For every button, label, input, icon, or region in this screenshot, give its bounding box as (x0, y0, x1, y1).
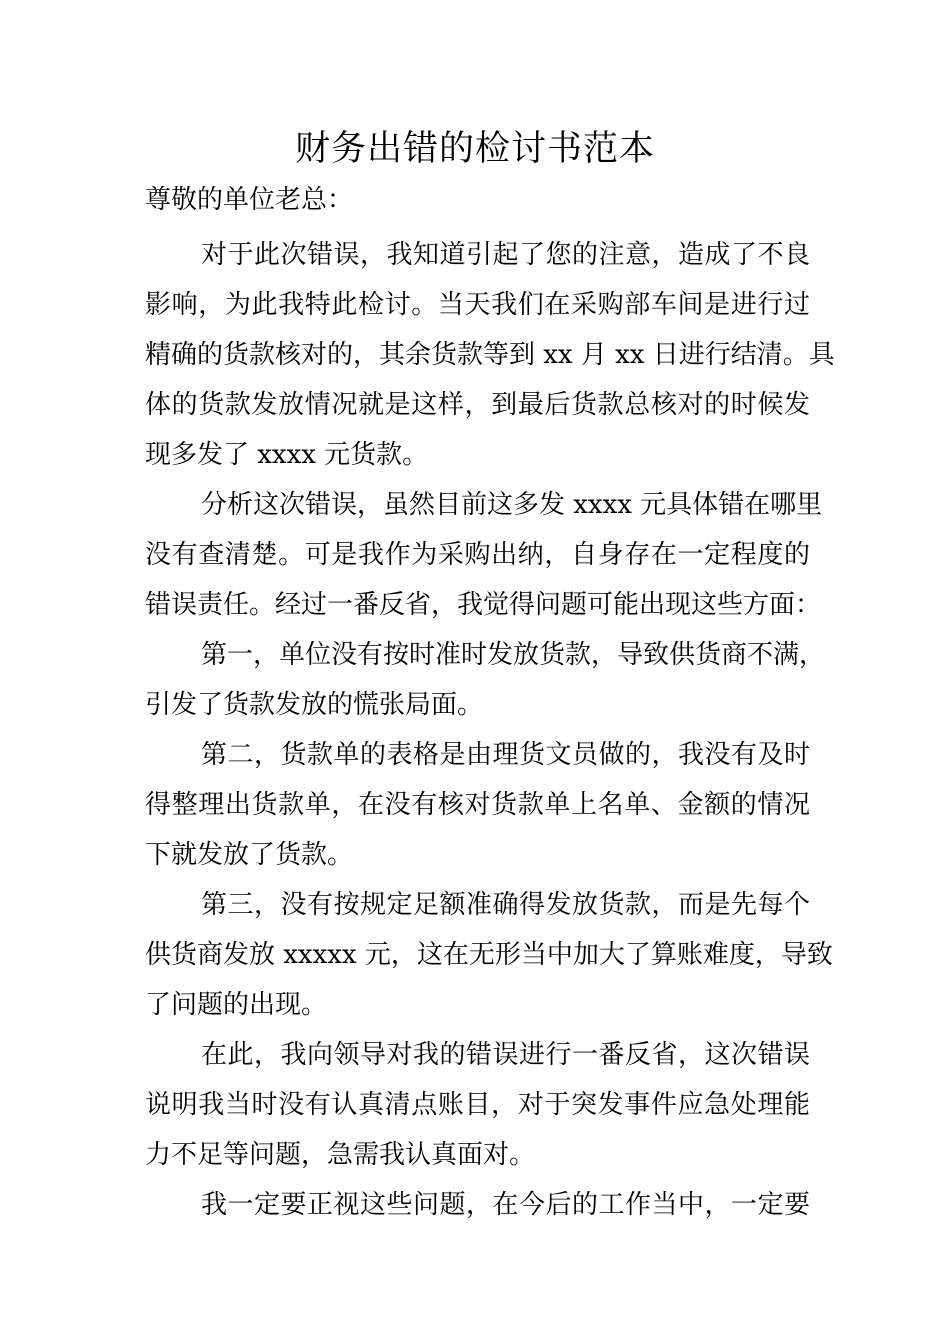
paragraph-1 (145, 230, 835, 480)
document-title: 财务出错的检讨书范本 (294, 129, 655, 169)
paragraph-line: 影响，为此我特此检讨。当天我们在采购部车间是进行过 (145, 290, 810, 320)
paragraph-line: 力不足等问题，急需我认真面对。 (145, 1140, 536, 1170)
paragraph-line: 精确的货款核对的，其余货款等到 xx 月 xx 日进行结清。具 (145, 340, 835, 370)
paragraph-line: 第三，没有按规定足额准确得发放货款，而是先每个 (201, 890, 810, 920)
paragraph-line: 对于此次错误，我知道引起了您的注意，造成了不良 (201, 240, 810, 270)
paragraph-line: 下就发放了货款。 (145, 840, 354, 870)
paragraph-line: 错误责任。经过一番反省，我觉得问题可能出现这些方面： (145, 590, 822, 620)
paragraph-5 (145, 880, 833, 1030)
paragraph-4 (145, 730, 810, 880)
paragraph-line: 得整理出货款单，在没有核对货款单上名单、金额的情况 (145, 790, 810, 820)
paragraph-6 (145, 1030, 810, 1180)
paragraph-line: 现多发了 xxxx 元货款。 (145, 440, 429, 470)
paragraph-line: 供货商发放 xxxxx 元，这在无形当中加大了算账难度，导致 (145, 940, 833, 970)
paragraph-3 (145, 630, 826, 730)
paragraph-2 (145, 480, 823, 630)
paragraph-line: 了问题的出现。 (145, 990, 328, 1020)
paragraph-line: 引发了货款发放的慌张局面。 (145, 690, 484, 720)
paragraph-line: 体的货款发放情况就是这样，到最后货款总核对的时候发 (145, 390, 810, 420)
paragraph-line: 第二，货款单的表格是由理货文员做的，我没有及时 (201, 740, 810, 770)
document-body (145, 180, 835, 1230)
paragraph-line: 分析这次错误，虽然目前这多发 xxxx 元具体错在哪里 (201, 490, 823, 520)
paragraph-line: 第一，单位没有按时准时发放货款，导致供货商不满， (201, 640, 826, 670)
paragraph-line: 说明我当时没有认真清点账目，对于突发事件应急处理能 (145, 1090, 810, 1120)
paragraph-7 (145, 1180, 810, 1230)
paragraph-line: 我一定要正视这些问题，在今后的工作当中，一定要 (201, 1190, 810, 1220)
paragraph-line: 没有查清楚。可是我作为采购出纳，自身存在一定程度的 (145, 540, 810, 570)
greeting: 尊敬的单位老总： (145, 185, 354, 215)
paragraph-line: 在此，我向领导对我的错误进行一番反省，这次错误 (201, 1040, 810, 1070)
